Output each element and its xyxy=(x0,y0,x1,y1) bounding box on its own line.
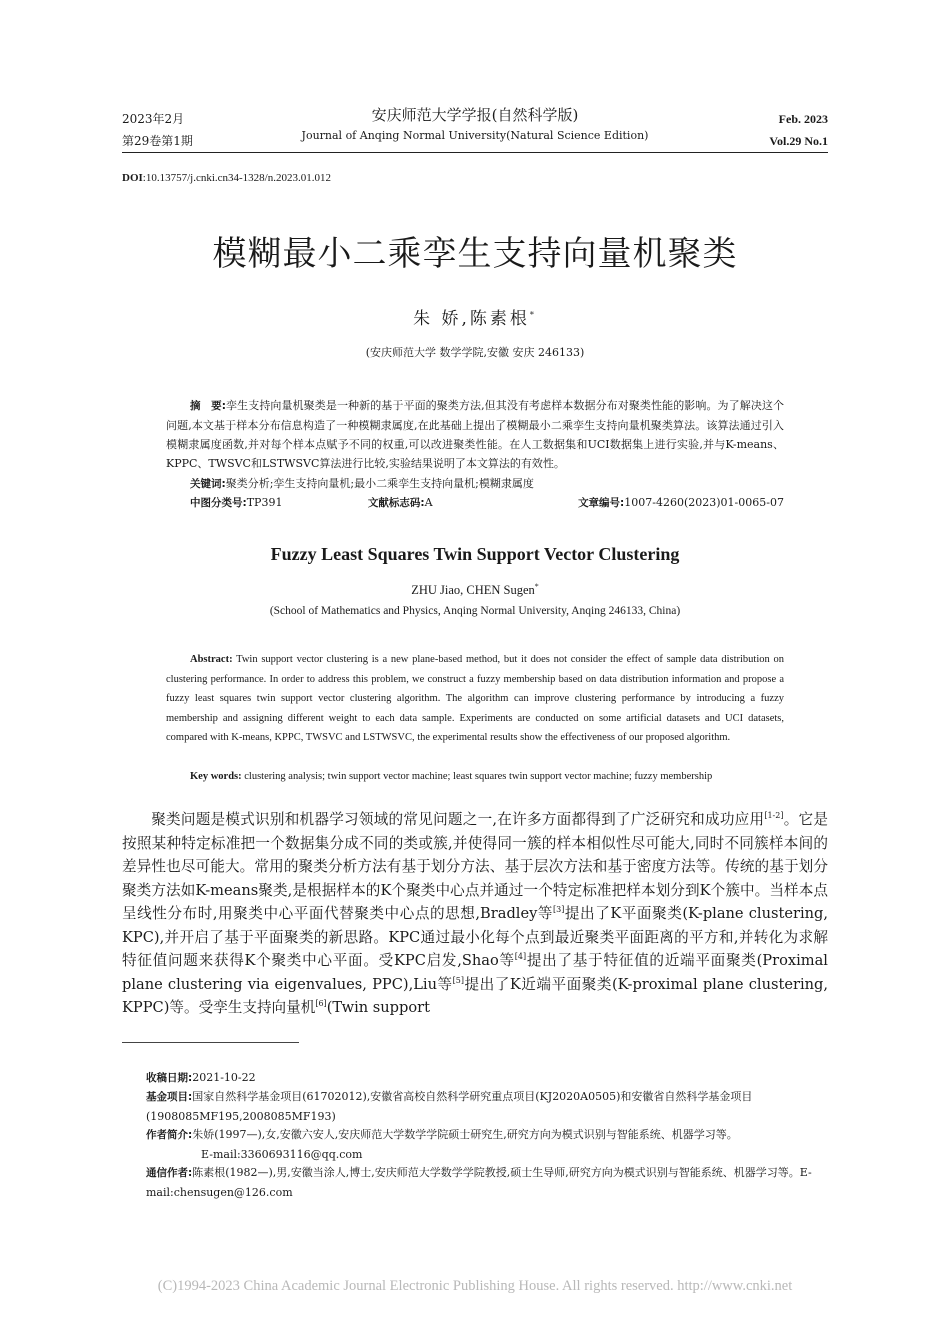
author-bio-value: 朱娇(1997—),女,安徽六安人,安庆师范大学数学学院硕士研究生,研究方向为模式识别与智能系统、机器学习等。 xyxy=(192,1128,738,1141)
affiliation-cn: (安庆师范大学 数学学院,安徽 安庆 246133) xyxy=(365,346,585,359)
fund-value: 国家自然科学基金项目(61702012),安徽省高校自然科学研究重点项目(KJ2020A0505)和安徽省自然科学基金项目(1908085MF195,2008085MF193) xyxy=(146,1090,753,1123)
header-journal xyxy=(300,104,650,146)
keywords-en-text: clustering analysis; twin support vector machine; least squares twin support vector machine; fuzzy membership xyxy=(244,771,713,782)
affiliation-en: (School of Mathematics and Physics, Anqing Normal University, Anqing 246133, China) xyxy=(269,605,681,617)
body-text-5: 提出了K近端平面聚类(K-proximal plane clustering, KPPC)等。受孪生支持向量机 xyxy=(122,975,828,1016)
keywords-en-label: Key words: xyxy=(190,771,242,782)
header-journal-cn: 安庆师范大学学报(自然科学版) xyxy=(371,106,579,124)
received-value: 2021-10-22 xyxy=(192,1071,256,1084)
header-volume-en: Vol.29 No.1 xyxy=(769,134,828,148)
author-email[interactable]: E-mail:3360693116@qq.com xyxy=(201,1148,363,1161)
citation-3[interactable]: [3] xyxy=(553,905,565,915)
corresponding-value: 陈素根(1982—),男,安徽当涂人,博士,安庆师范大学数学学院教授,硕士生导师,研究方向为模式识别与智能系统、机器学习等。E-mail:chensugen@126.com xyxy=(146,1166,812,1199)
clc-label: 中图分类号: xyxy=(190,497,247,509)
corresponding-author-mark-en: * xyxy=(534,581,539,591)
article-number-label: 文章编号: xyxy=(578,497,625,509)
body-text-1: 聚类问题是模式识别和机器学习领域的常见问题之一,在许多方面都得到了广泛研究和成功应用 xyxy=(151,811,765,828)
paper-title-cn: 模糊最小二乘孪生支持向量机聚类 xyxy=(212,234,738,274)
footnote-fund xyxy=(146,1087,828,1126)
header-date-cn: 2023年2月 xyxy=(122,112,185,126)
authors-en xyxy=(0,583,950,598)
received-label: 收稿日期: xyxy=(146,1072,193,1084)
doi-value: :10.13757/j.cnki.cn34-1328/n.2023.01.012 xyxy=(142,172,331,184)
authors-cn-names: 朱 娇,陈素根 xyxy=(413,309,530,329)
abstract-en-label: Abstract: xyxy=(190,654,233,665)
footnote-author xyxy=(146,1125,828,1164)
citation-1-2[interactable]: [1-2] xyxy=(764,811,784,821)
abstract-cn-text: 孪生支持向量机聚类是一种新的基于平面的聚类方法,但其没有考虑样本数据分布对聚类性能的影响。为了解决这个问题,本文基于样本分布信息构造了一种模糊隶属度,在此基础上提出了模糊最小二乘孪生支持向量机聚类算法。该算法通过引入模糊隶属度函数,并对每个样本点赋予不同的权重,可以改进聚类性能。在人工数据集和UCI数据集上进行实验,并与K-means、KPPC、TWSVC和LSTWSVC算法进行比较,实验结果说明了本文算法的有效性。 xyxy=(166,399,784,470)
document-code-label: 文献标志码: xyxy=(367,497,425,509)
abstract-cn xyxy=(166,396,784,473)
footnote-rule xyxy=(122,1042,299,1043)
copyright-watermark: (C)1994-2023 China Academic Journal Electronic Publishing House. All rights reserved. http://www.cnki.net xyxy=(157,1278,793,1294)
classification-row xyxy=(190,495,784,510)
header-volume-cn: 第29卷第1期 xyxy=(122,134,193,148)
authors-cn xyxy=(0,304,950,329)
keywords-en xyxy=(190,767,784,787)
intro-paragraph xyxy=(122,808,828,1020)
corresponding-author-mark: * xyxy=(529,310,537,320)
citation-5[interactable]: [5] xyxy=(452,975,464,985)
body-text-4: 提出了基于特征值的近端平面聚类(Proximal plane clustering via eigenvalues, PPC),Liu等 xyxy=(122,952,828,993)
keywords-cn-text: 聚类分析;孪生支持向量机;最小二乘孪生支持向量机;模糊隶属度 xyxy=(225,477,534,490)
footnote-received xyxy=(146,1068,828,1088)
keywords-cn xyxy=(190,474,784,494)
body-text-2: 。它是按照某种特定标准把一个数据集分成不同的类或簇,并使得同一簇的样本相似性尽可能大,同时不同簇样本间的差异性也尽可能大。常用的聚类分析方法有基于划分方法、基于层次方法和基于密度方法等。传统的基于划分聚类方法如K-means聚类,是根据样本的K个聚类中心点并通过一个特定标准把样本划分到K个簇中。当样本点呈线性分布时,用聚类中心平面代替聚类中心点的思想,Bradley等 xyxy=(122,811,828,922)
header-date-en: Feb. 2023 xyxy=(778,112,828,126)
authors-en-names: ZHU Jiao, CHEN Sugen xyxy=(411,583,535,597)
header-issue-cn xyxy=(122,108,193,152)
article-number xyxy=(578,495,784,510)
paper-title-en: Fuzzy Least Squares Twin Support Vector Clustering xyxy=(270,544,680,564)
clc-number xyxy=(190,495,282,510)
footnote-corresponding xyxy=(146,1163,828,1202)
document-code-value: A xyxy=(424,496,433,509)
corresponding-label: 通信作者: xyxy=(146,1167,193,1179)
article-number-value: 1007-4260(2023)01-0065-07 xyxy=(624,496,784,509)
abstract-en xyxy=(166,650,784,748)
keywords-cn-label: 关键词: xyxy=(190,478,226,490)
clc-value: TP391 xyxy=(246,496,283,509)
citation-6[interactable]: [6] xyxy=(315,999,327,1009)
abstract-cn-label: 摘 要: xyxy=(190,400,226,412)
doi[interactable] xyxy=(122,172,331,184)
body-text-6: (Twin support xyxy=(326,999,430,1016)
document-code xyxy=(368,495,433,510)
header-rule xyxy=(122,152,828,153)
citation-4[interactable]: [4] xyxy=(514,952,527,962)
abstract-en-text: Twin support vector clustering is a new plane-based method, but it does not consider the effect of sample data distribution on clustering performance. In order to address this problem, we construct a fuzzy membership based on data distribution information and propose a fuzzy least squares twin support vector clustering algorithm. The algorithm can improve clustering performance by introducing a fuzzy membership and assigning different weight to each data sample. Experiments are conducted on some artificial datasets and UCI datasets, compared with K-means, KPPC, TWSVC and LSTWSVC, the experimental results show the effectiveness of our proposed algorithm. xyxy=(166,654,784,743)
doi-label: DOI xyxy=(122,172,143,184)
header-journal-en: Journal of Anqing Normal University(Natural Science Edition) xyxy=(301,129,649,142)
body-text-3: 提出了K平面聚类(K-plane clustering, KPC),并开启了基于平面聚类的新思路。KPC通过最小化每个点到最近聚类平面距离的平方和,并转化为求解特征值问题来获得K个聚类中心平面。受KPC启发,Shao等 xyxy=(122,905,828,969)
author-bio-label: 作者简介: xyxy=(146,1129,193,1141)
header-issue-en xyxy=(769,108,828,152)
fund-label: 基金项目: xyxy=(146,1091,193,1103)
